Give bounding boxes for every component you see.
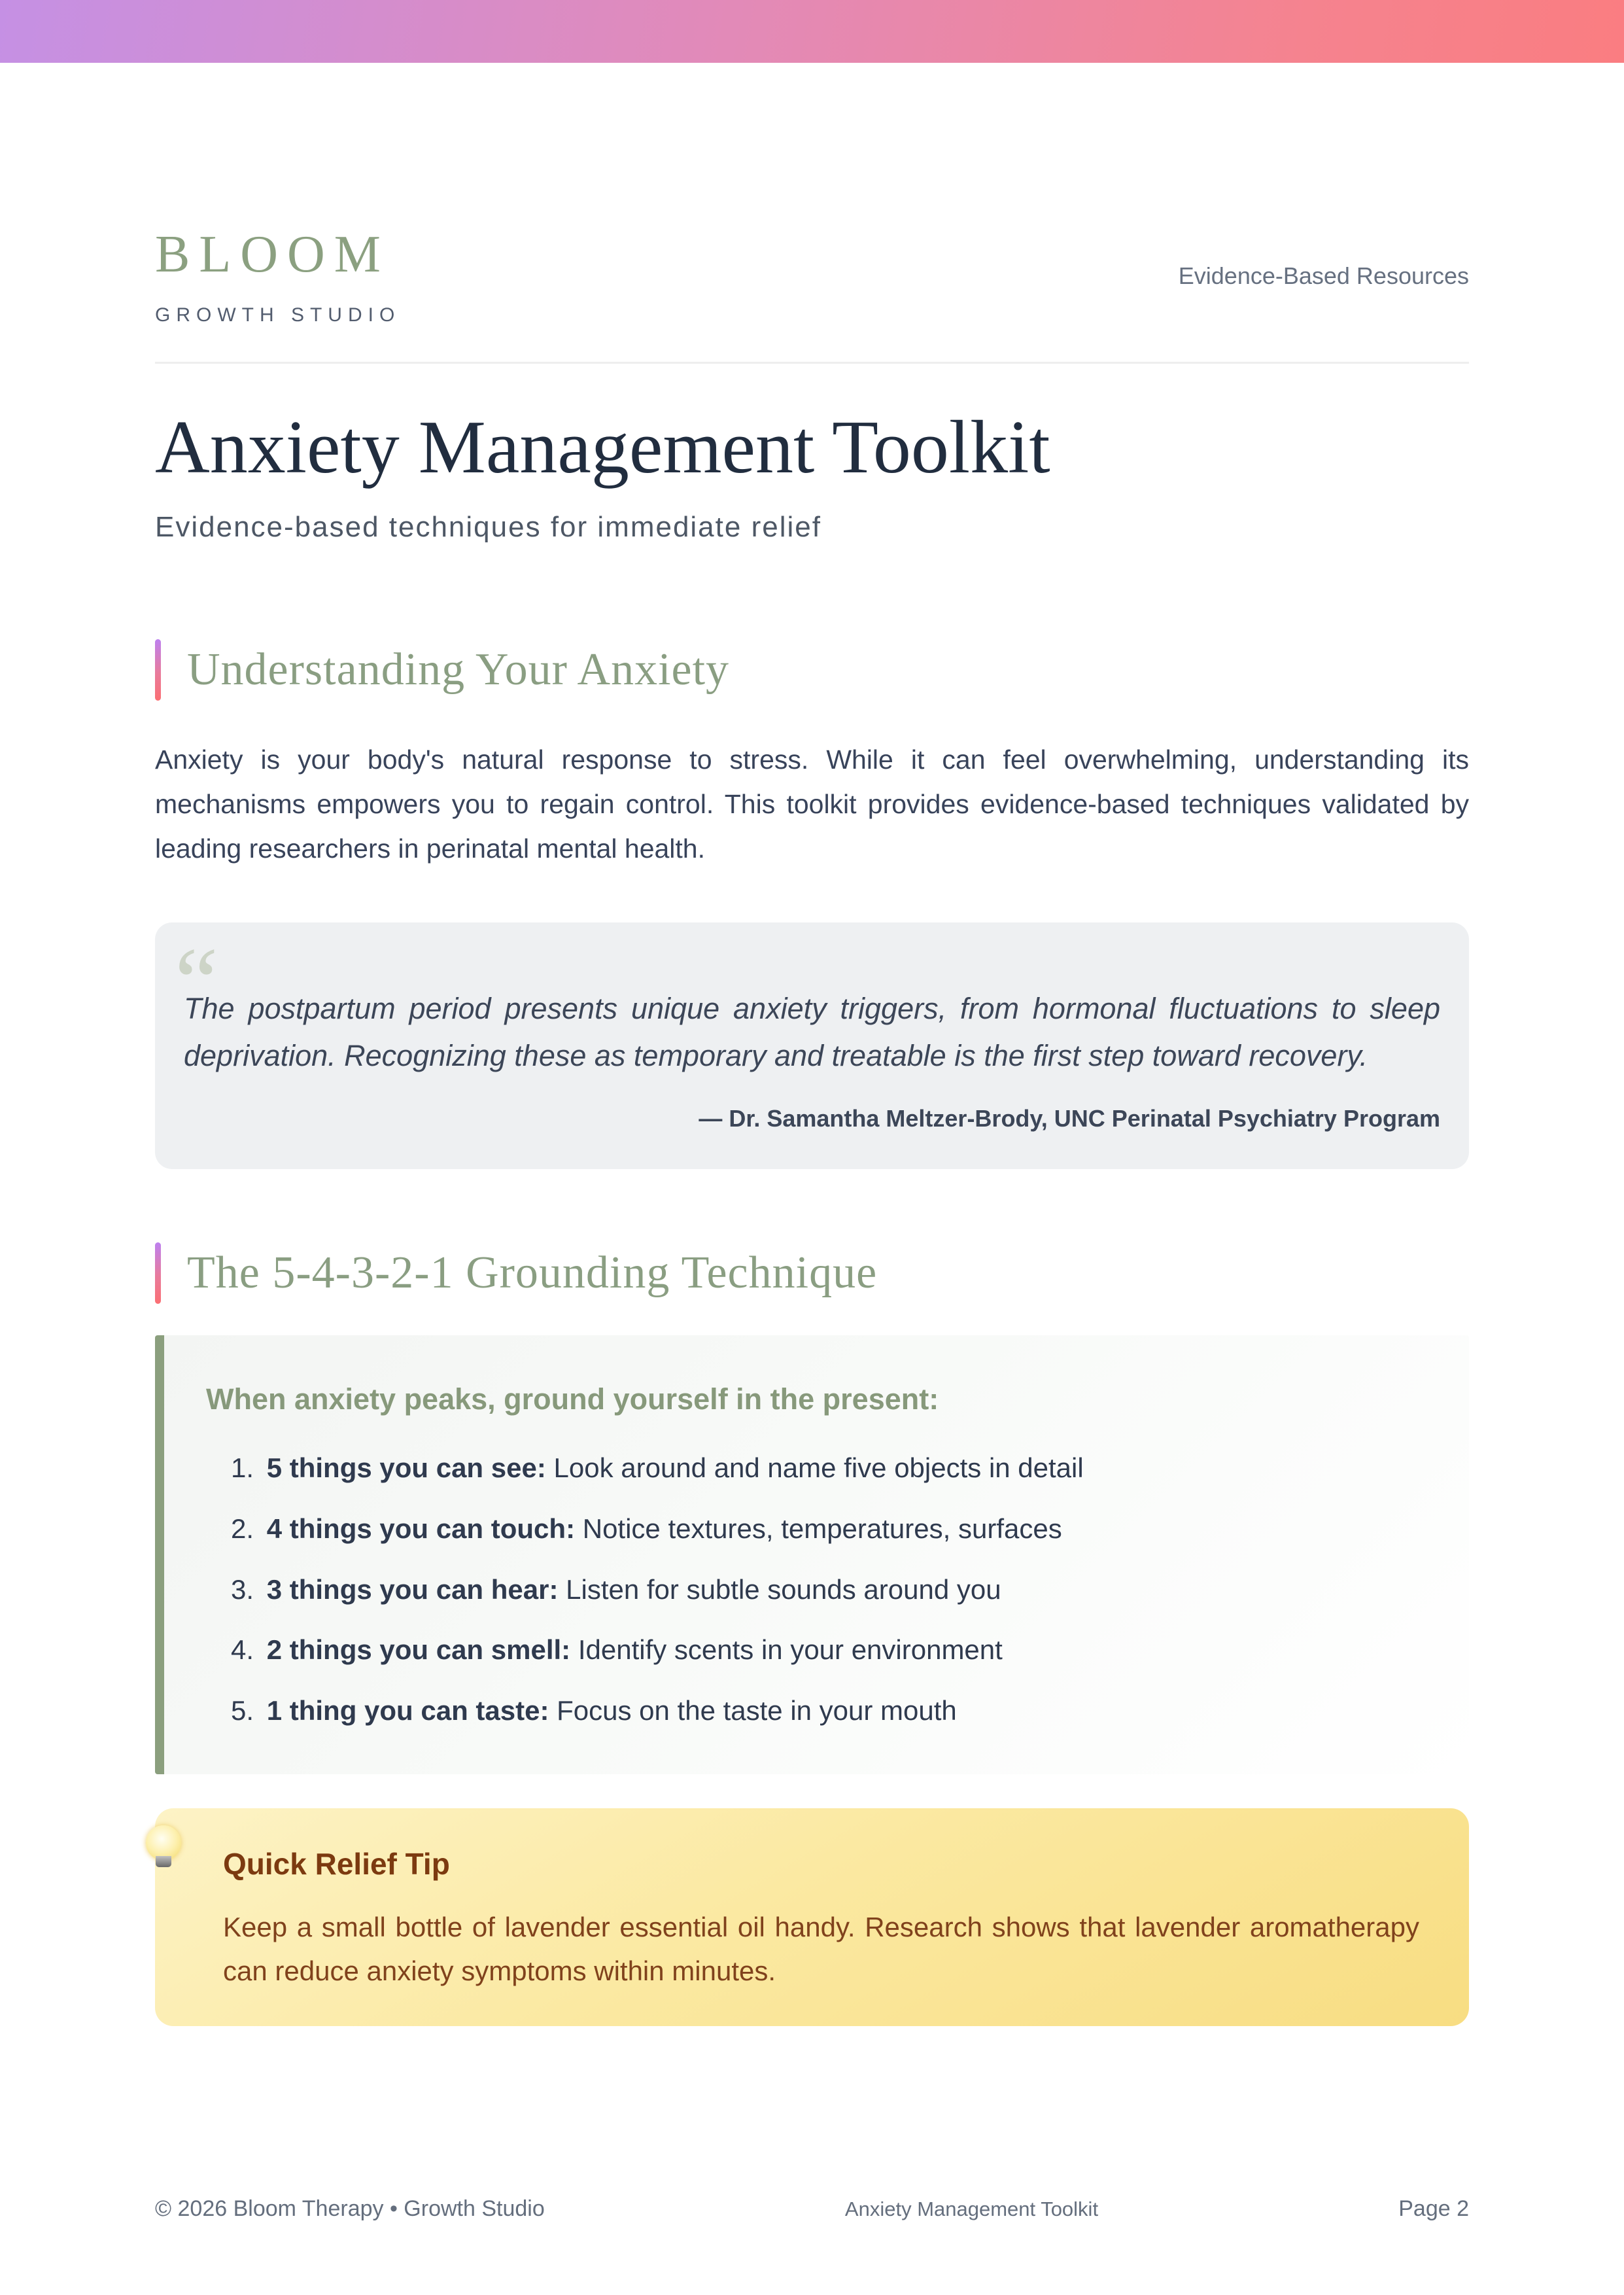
- grounding-technique-box: [155, 1335, 1469, 1774]
- grounding-steps-list: [206, 1450, 1430, 1728]
- quote-attribution: — Dr. Samantha Meltzer-Brody, UNC Perinatal Psychiatry Program: [699, 1105, 1440, 1132]
- lightbulb-base: [156, 1856, 171, 1867]
- section-heading-grounding: [155, 1242, 1469, 1304]
- header-resources-label: Evidence-Based Resources: [1178, 262, 1469, 289]
- tip-text: Keep a small bottle of lavender essential oil handy. Research shows that lavender aromatherapy can reduce anxiety symptoms within minutes.: [223, 1912, 1419, 1987]
- grounding-intro: When anxiety peaks, ground yourself in the present:: [206, 1382, 939, 1416]
- footer-copyright: © 2026 Bloom Therapy • Growth Studio: [155, 2196, 545, 2221]
- brand-block: [155, 225, 400, 326]
- page-title: Anxiety Management Toolkit: [155, 406, 1050, 489]
- section-body-paragraph: Anxiety is your body's natural response to stress. While it can feel overwhelming, understanding its mechanisms empowers you to regain control. This toolkit provides evidence-based techniques validated by leading researchers in perinatal mental health.: [155, 745, 1469, 864]
- step-number: 5.: [231, 1694, 254, 1726]
- footer-document-title: Anxiety Management Toolkit: [844, 2198, 1099, 2220]
- step-text: Focus on the taste in your mouth: [557, 1694, 957, 1726]
- section-title: The 5-4-3-2-1 Grounding Technique: [187, 1248, 878, 1299]
- lightbulb-globe: [146, 1825, 181, 1861]
- step-text: Look around and name five objects in detail: [553, 1452, 1084, 1484]
- step-number: 4.: [231, 1634, 254, 1666]
- page-subtitle: Evidence-based techniques for immediate relief: [155, 511, 821, 544]
- step-label: 4 things you can touch:: [266, 1513, 576, 1544]
- list-item: [231, 1572, 1430, 1608]
- lightbulb-icon: [146, 1825, 181, 1867]
- list-item: [231, 1450, 1430, 1486]
- step-number: 2.: [231, 1513, 254, 1544]
- brand-logo: BLOOM: [155, 226, 390, 283]
- step-number: 1.: [231, 1452, 254, 1484]
- list-item: [231, 1693, 1430, 1729]
- quote-text: The postpartum period presents unique anxiety triggers, from hormonal fluctuations to sleep deprivation. Recognizing these as temporary and treatable is the first step toward recovery.: [184, 991, 1440, 1073]
- brand-tagline: GROWTH STUDIO: [155, 304, 401, 326]
- page-footer: [155, 2196, 1469, 2222]
- section-title: Understanding Your Anxiety: [187, 644, 730, 695]
- step-label: 5 things you can see:: [266, 1452, 546, 1484]
- quote-block: [155, 922, 1469, 1170]
- tip-title: Quick Relief Tip: [223, 1847, 450, 1882]
- step-label: 2 things you can smell:: [266, 1634, 571, 1666]
- list-item: [231, 1511, 1430, 1547]
- page-header: [155, 225, 1469, 326]
- footer-page-number: Page 2: [1398, 2196, 1469, 2221]
- section-heading-understanding: [155, 639, 1469, 701]
- step-label: 3 things you can hear:: [266, 1573, 559, 1605]
- gradient-accent-bar: [155, 639, 161, 701]
- quote-mark-icon: “: [175, 927, 218, 1036]
- step-text: Notice textures, temperatures, surfaces: [582, 1513, 1062, 1544]
- step-number: 3.: [231, 1573, 254, 1605]
- header-divider: [155, 362, 1469, 364]
- top-gradient-bar: [0, 0, 1624, 63]
- step-text: Identify scents in your environment: [578, 1634, 1003, 1666]
- page-content: [0, 225, 1624, 2026]
- gradient-accent-bar: [155, 1242, 161, 1304]
- step-text: Listen for subtle sounds around you: [566, 1573, 1001, 1605]
- quick-relief-tip-box: [155, 1808, 1469, 2025]
- list-item: [231, 1632, 1430, 1668]
- step-label: 1 thing you can taste:: [266, 1694, 549, 1726]
